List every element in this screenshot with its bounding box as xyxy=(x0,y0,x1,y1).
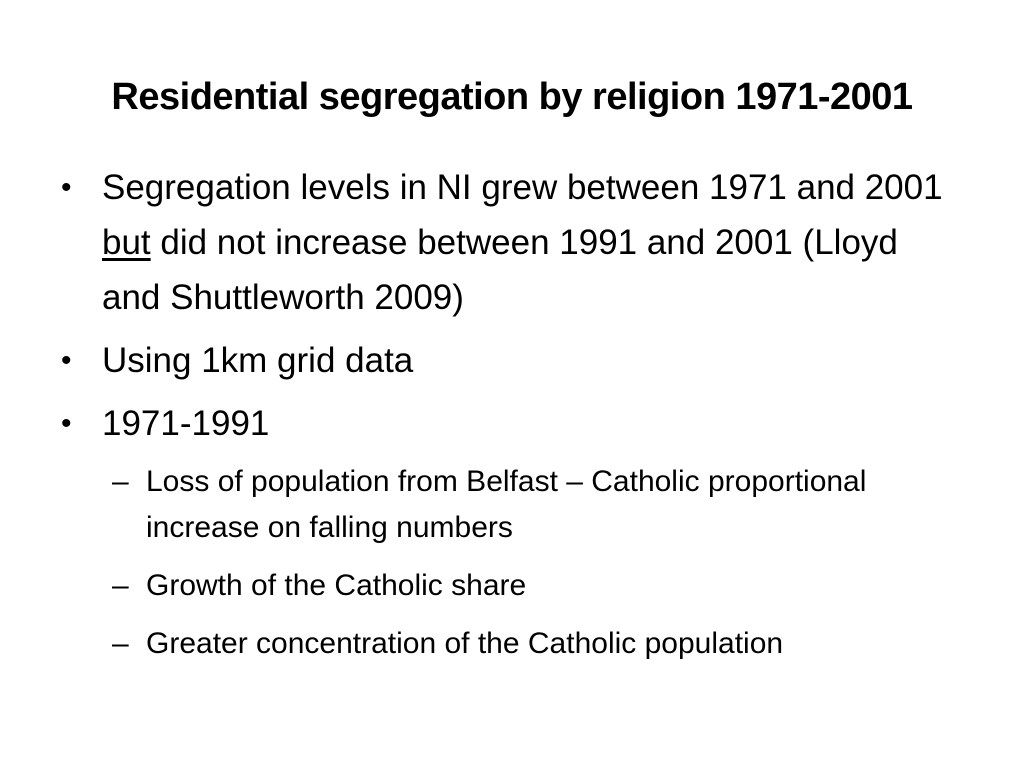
slide-title: Residential segregation by religion 1971-2001 xyxy=(111,76,913,118)
sub-bullet-text: Greater concentration of the Catholic population xyxy=(146,627,784,660)
bullet-item xyxy=(58,396,958,451)
underlined-word: but xyxy=(102,223,151,262)
bullet-text xyxy=(102,168,943,317)
sub-bullet-list xyxy=(112,459,958,667)
bullet-text: 1971-1991 xyxy=(102,404,270,443)
sub-bullet-text: Growth of the Catholic share xyxy=(146,569,527,602)
bullet-item xyxy=(58,160,958,325)
sub-bullet-item xyxy=(112,621,958,667)
dash-icon: – xyxy=(112,465,129,498)
sub-bullet-text: Loss of population from Belfast – Catholic proportional increase on falling numbers xyxy=(146,465,867,544)
bullet-item xyxy=(58,333,958,388)
bullet-icon: • xyxy=(61,344,72,377)
dash-icon: – xyxy=(112,627,129,660)
sub-bullet-item xyxy=(112,563,958,609)
bullet-text-part: did not increase between 1991 and 2001 (Lloyd and Shuttleworth 2009) xyxy=(102,223,898,317)
dash-icon: – xyxy=(112,569,129,602)
bullet-text-part: Segregation levels in NI grew between 1971 and 2001 xyxy=(102,168,943,207)
bullet-icon: • xyxy=(61,407,72,440)
bullet-text: Using 1km grid data xyxy=(102,341,414,380)
slide-body xyxy=(58,160,958,679)
bullet-icon: • xyxy=(61,171,72,204)
sub-bullet-item xyxy=(112,459,958,551)
